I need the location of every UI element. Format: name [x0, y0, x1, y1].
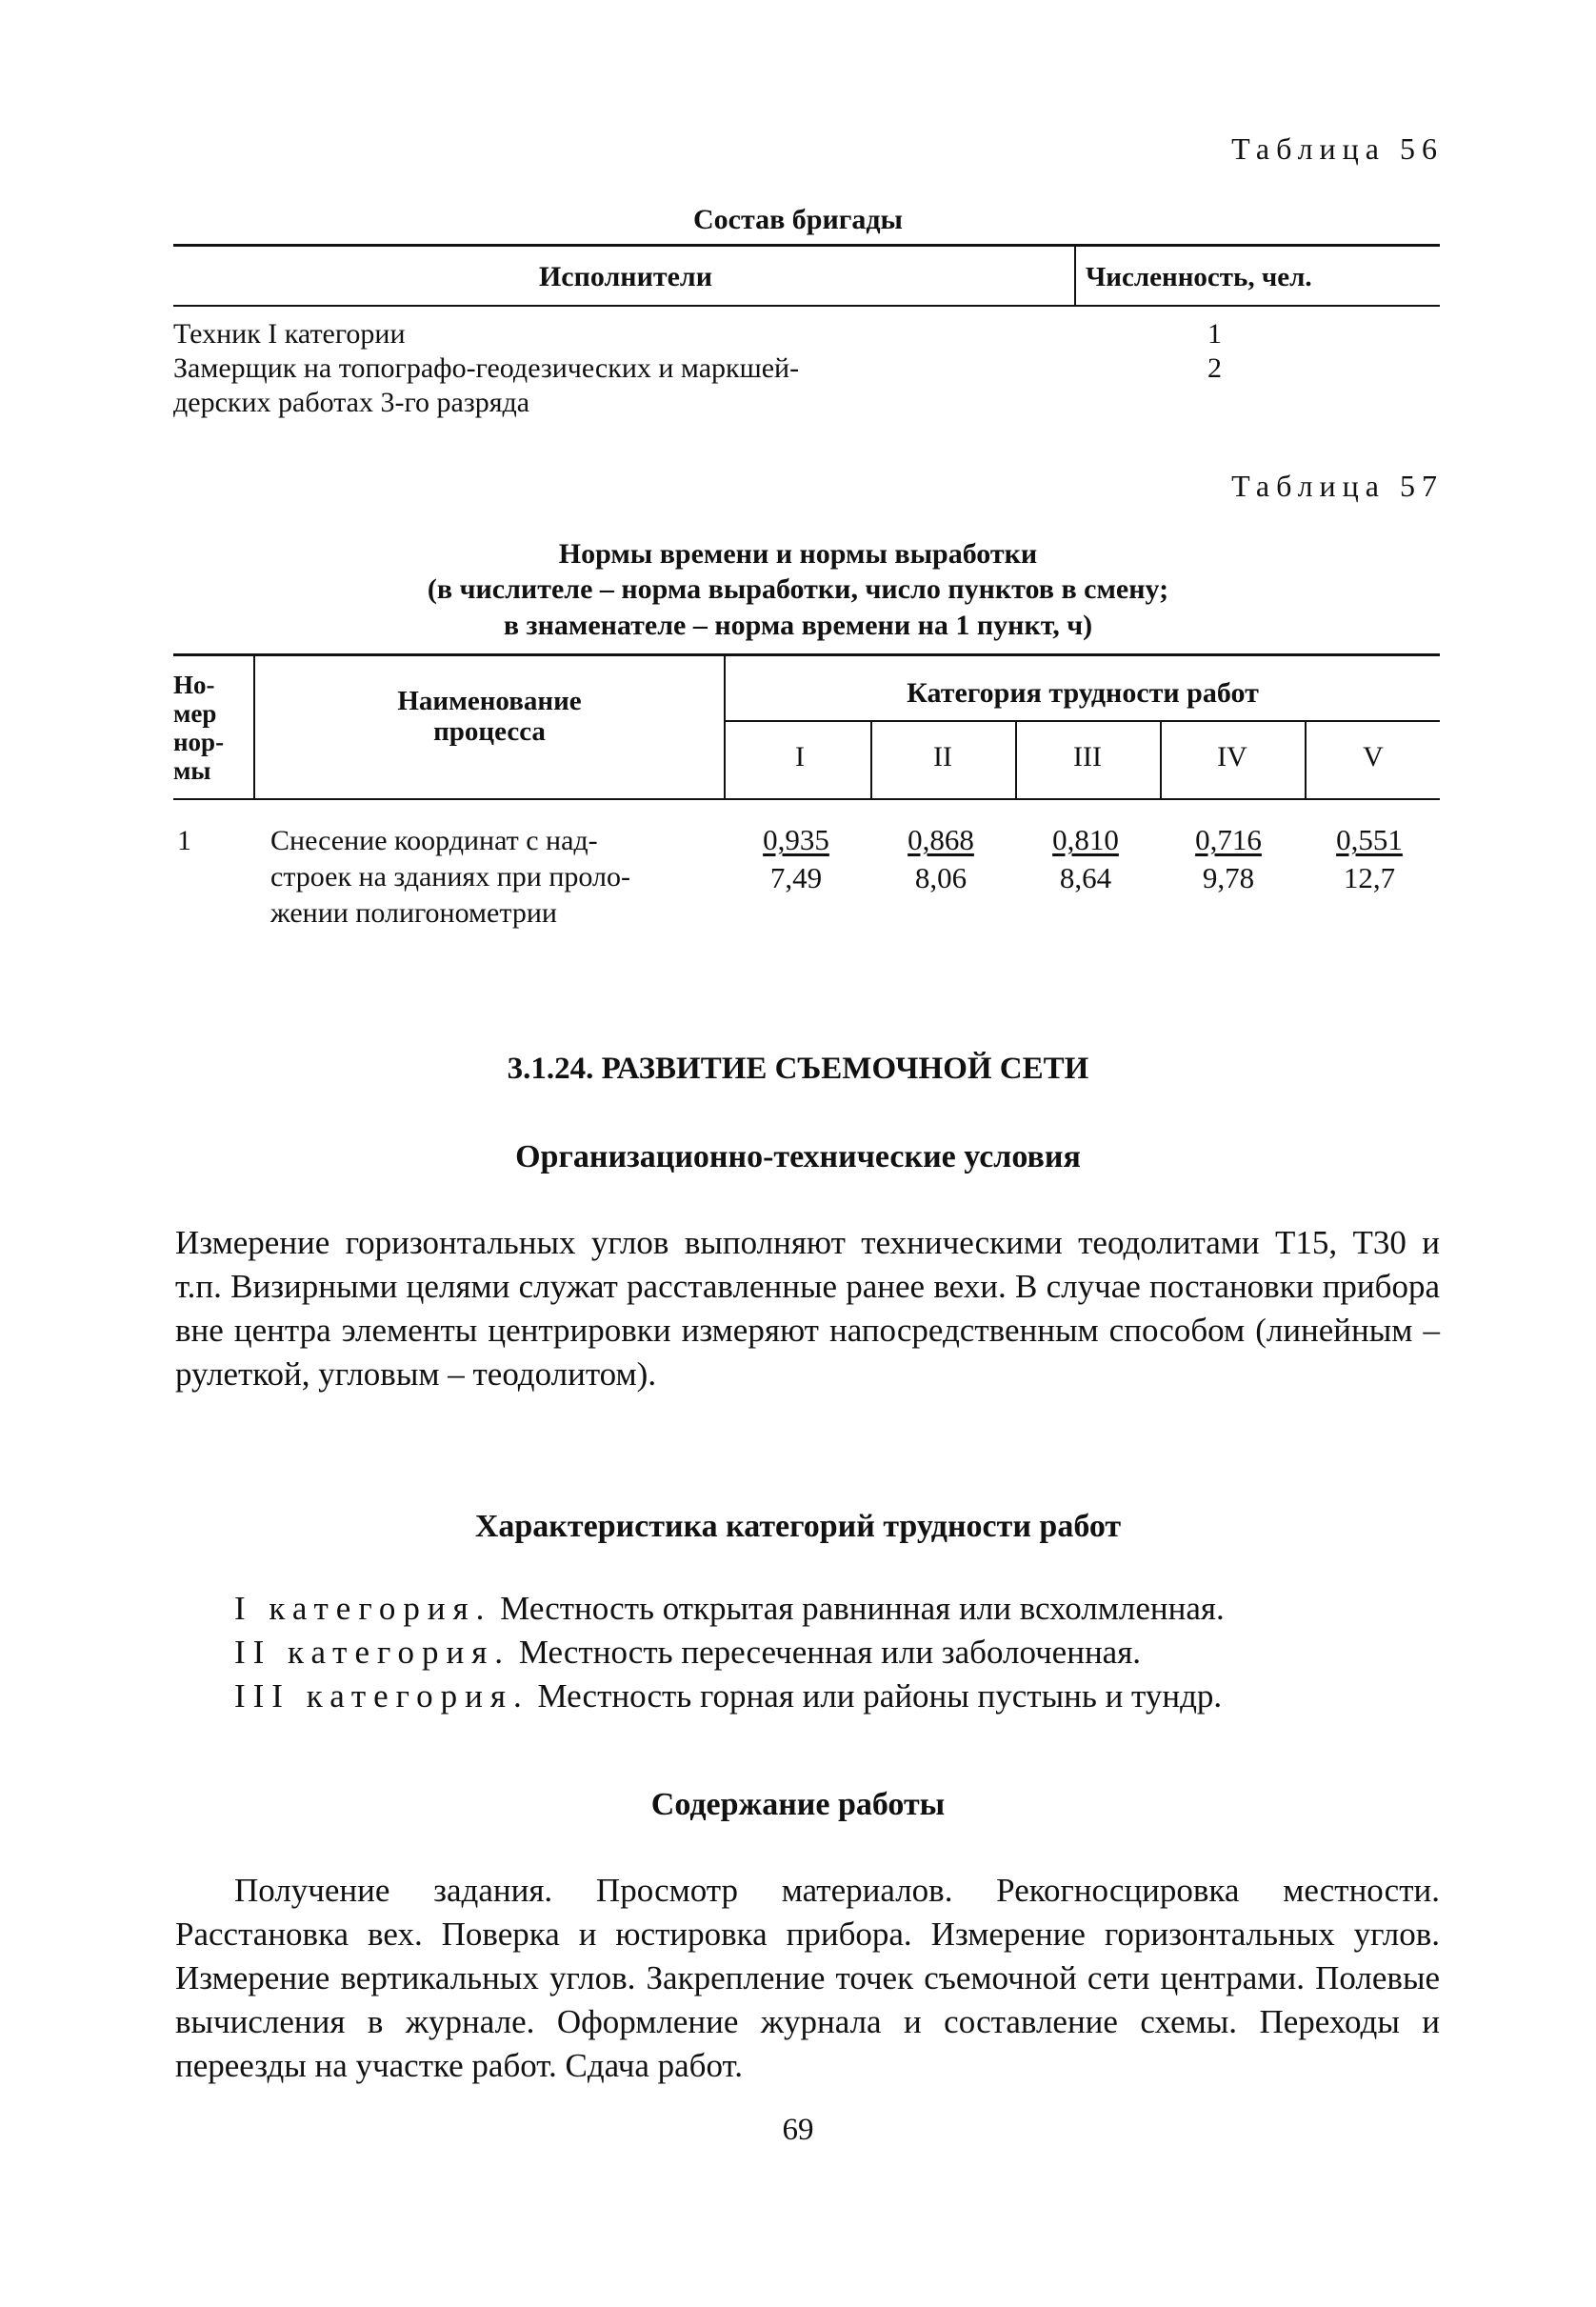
- category-label-1: I категория.: [234, 1590, 492, 1627]
- category-head-1: I: [795, 741, 805, 772]
- denominator-cat-5: 12,7: [1343, 861, 1396, 894]
- table-57-process-line-3: жении полигонометрии: [270, 897, 557, 929]
- numerator-cat-1: 0,935: [763, 823, 829, 856]
- col-process-line-2: процесса: [433, 716, 546, 747]
- numerator-cat-5: 0,551: [1336, 823, 1403, 856]
- table-56-col-count: Численность, чел.: [1086, 262, 1312, 292]
- table-57-category-rule: [726, 720, 1440, 722]
- category-line-1: [234, 1587, 1225, 1631]
- table-57-title-line-2: (в числителе – норма выработки, число пунктов в смену;: [427, 573, 1169, 605]
- table-57-div-cat-3: [1160, 720, 1162, 798]
- cat-heading: Характеристика категорий трудности работ: [474, 1509, 1122, 1544]
- content-heading: Содержание работы: [650, 1787, 946, 1822]
- table-57-process-line-2: строек на зданиях при проло-: [270, 861, 630, 893]
- table-57-div-cat-2: [1015, 720, 1017, 798]
- table-56-caption: Таблица 56: [1231, 131, 1444, 166]
- col-norm-line-3: нор-: [173, 728, 225, 756]
- table-57-title-line-1: Нормы времени и нормы выработки: [558, 538, 1038, 570]
- table-56-row-2-name-line-2: дерских работах 3-го разряда: [173, 387, 530, 418]
- category-line-3: [234, 1675, 1222, 1718]
- category-label-2: II категория.: [234, 1634, 511, 1671]
- table-57-title-line-3: в знаменателе – норма времени на 1 пункт, ч): [503, 610, 1093, 641]
- category-line-2: [234, 1631, 1141, 1675]
- page-number: 69: [782, 2113, 814, 2147]
- org-paragraph-text: Измерение горизонтальных углов выполняют техническими теодолитами Т15, Т30 и т.п. Визирными целями служат расставленные ранее вехи. В случае постановки прибора вне центра элементы центрировки измеряют напосредственным способом (линейным – рулеткой, угловым – теодолитом).: [175, 1224, 1440, 1393]
- table-56-title: Состав бригады: [693, 204, 903, 235]
- category-head-4: IV: [1217, 741, 1247, 772]
- content-paragraph-text: Получение задания. Просмотр материалов. Рекогносцировка местности. Расстановка вех. Поверка и юстировка прибора. Измерение горизонтальных углов. Измерение вертикальных углов. Закрепление точек съемочной сети центрами. Полевые вычисления в журнале. Оформление журнала и составление схемы. Переходы и переезды на участке работ. Сдача работ.: [175, 1872, 1440, 2084]
- denominator-cat-2: 8,06: [914, 861, 968, 894]
- table-56-row-2-name-line-1: Замерщик на топографо-геодезических и маркшей-: [173, 352, 800, 384]
- section-heading: 3.1.24. РАЗВИТИЕ СЪЕМОЧНОЙ СЕТИ: [507, 1052, 1089, 1086]
- col-norm-line-2: мер: [173, 699, 217, 728]
- col-norm-line-4: мы: [173, 756, 211, 785]
- table-57-header-rule: [173, 798, 1440, 800]
- table-56-top-rule: [173, 244, 1440, 247]
- category-head-3: III: [1073, 741, 1102, 772]
- numerator-cat-2: 0,868: [908, 823, 974, 856]
- col-norm-line-1: Но-: [173, 671, 215, 699]
- category-text-3: Местность горная или районы пустынь и тундр.: [537, 1677, 1223, 1715]
- numerator-cat-3: 0,810: [1052, 823, 1119, 856]
- table-56-row-2-count: 2: [1207, 352, 1222, 384]
- table-57-col-process: [255, 686, 724, 747]
- denominator-cat-1: 7,49: [769, 861, 823, 894]
- denominator-cat-4: 9,78: [1202, 861, 1255, 894]
- category-head-5: V: [1363, 741, 1384, 772]
- content-paragraph: [175, 1869, 1440, 2088]
- table-57-div-process: [724, 653, 726, 798]
- table-57-row-number: 1: [177, 825, 191, 856]
- table-56-col-divider: [1074, 244, 1076, 305]
- table-56-row-1-name: Техник I категории: [173, 318, 406, 350]
- category-head-2: II: [933, 741, 952, 772]
- category-text-1: Местность открытая равнинная или всхолмленная.: [500, 1590, 1225, 1627]
- table-56-col-performers: Исполнители: [538, 261, 713, 292]
- table-56-header-rule: [173, 305, 1440, 307]
- table-57-top-rule: [173, 653, 1440, 656]
- category-text-2: Местность пересеченная или заболоченная.: [518, 1634, 1142, 1671]
- table-57-col-norm: [173, 671, 253, 785]
- org-paragraph: [175, 1221, 1440, 1396]
- denominator-cat-3: 8,64: [1059, 861, 1112, 894]
- category-label-3: III категория.: [234, 1677, 529, 1715]
- table-57-div-cat-4: [1305, 720, 1307, 798]
- table-57-col-category: Категория трудности работ: [907, 677, 1259, 709]
- table-57-div-cat-1: [870, 720, 872, 798]
- numerator-cat-4: 0,716: [1195, 823, 1262, 856]
- table-57-process-line-1: Снесение координат с над-: [270, 825, 598, 856]
- org-heading: Организационно-технические условия: [515, 1139, 1081, 1174]
- table-56-row-1-count: 1: [1207, 318, 1222, 350]
- table-57-caption: Таблица 57: [1231, 469, 1444, 503]
- col-process-line-1: Наименование: [397, 686, 582, 716]
